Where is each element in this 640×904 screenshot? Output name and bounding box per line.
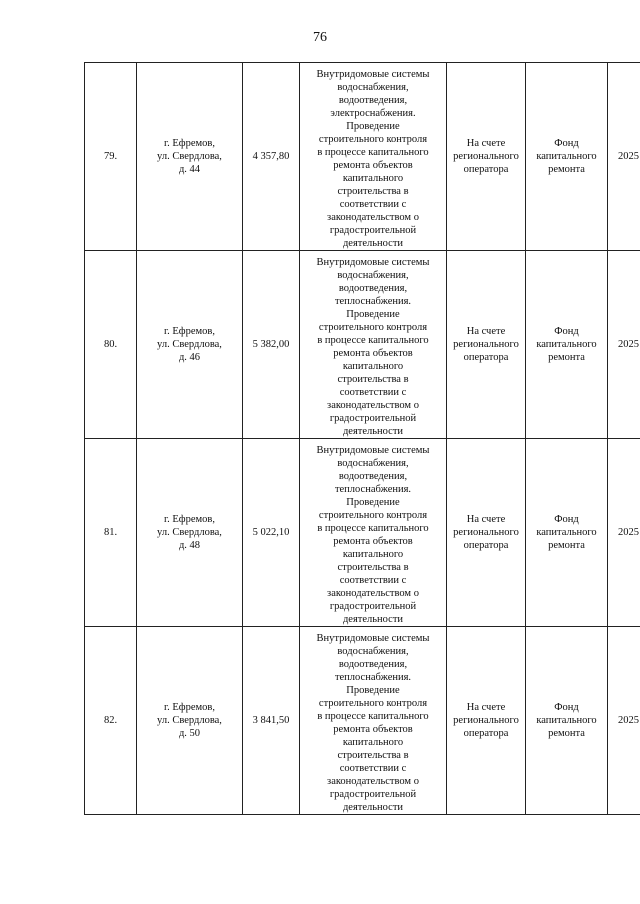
address-cell-line: д. 48 bbox=[178, 540, 201, 551]
funding-source-cell bbox=[526, 251, 608, 439]
account-method-cell-line: оператора bbox=[463, 728, 509, 739]
page-number: 76 bbox=[313, 30, 327, 45]
work-description-cell-line: Внутридомовые системы bbox=[316, 633, 430, 644]
address-cell-line: д. 46 bbox=[178, 352, 201, 363]
work-description-cell-line: Проведение bbox=[346, 497, 400, 508]
address-cell-line: д. 44 bbox=[178, 164, 201, 175]
work-description-cell-line: соответствии с bbox=[339, 199, 407, 210]
work-description-cell-line: градостроительной bbox=[329, 789, 417, 800]
work-description-cell bbox=[300, 63, 447, 251]
work-description-cell-line: капитального bbox=[342, 361, 404, 372]
work-description-cell-line: водоснабжения, bbox=[337, 270, 409, 281]
year-cell: 2025 bbox=[608, 251, 640, 439]
work-description-cell-line: градостроительной bbox=[329, 225, 417, 236]
funding-source-cell bbox=[526, 627, 608, 815]
account-method-cell-line: оператора bbox=[463, 164, 509, 175]
funding-source-cell-line: ремонта bbox=[548, 164, 585, 175]
address-cell-line: ул. Свердлова, bbox=[157, 715, 222, 726]
funding-source-cell-line: ремонта bbox=[548, 540, 585, 551]
work-description-cell-line: деятельности bbox=[342, 238, 404, 249]
funding-source-cell-line: Фонд bbox=[554, 702, 579, 713]
work-description-cell-line: градостроительной bbox=[329, 413, 417, 424]
funding-source-cell-line: капитального bbox=[536, 527, 597, 538]
work-description-cell-line: строительного контроля bbox=[318, 510, 428, 521]
work-description-cell-line: Проведение bbox=[346, 309, 400, 320]
funding-source-cell-line: капитального bbox=[536, 715, 597, 726]
work-description-cell-line: соответствии с bbox=[339, 575, 407, 586]
work-description-cell bbox=[300, 439, 447, 627]
works-table-body bbox=[85, 63, 640, 815]
year-cell: 2025 bbox=[608, 63, 640, 251]
work-description-cell-line: ремонта объектов bbox=[333, 160, 413, 171]
row-number-cell: 80. bbox=[85, 251, 137, 439]
funding-source-cell-line: капитального bbox=[536, 151, 597, 162]
work-description-cell-line: соответствии с bbox=[339, 387, 407, 398]
account-method-cell-line: регионального bbox=[453, 339, 519, 350]
funding-source-cell-line: Фонд bbox=[554, 326, 579, 337]
work-description-cell bbox=[300, 251, 447, 439]
row-number-cell: 79. bbox=[85, 63, 137, 251]
funding-source-cell-line: капитального bbox=[536, 339, 597, 350]
address-cell bbox=[137, 251, 243, 439]
address-cell-line: ул. Свердлова, bbox=[157, 151, 222, 162]
table-row bbox=[85, 63, 640, 251]
work-description-cell-line: Внутридомовые системы bbox=[316, 69, 430, 80]
work-description-cell-line: соответствии с bbox=[339, 763, 407, 774]
table-row bbox=[85, 251, 640, 439]
funding-source-cell-line: Фонд bbox=[554, 138, 579, 149]
account-method-cell-line: регионального bbox=[453, 715, 519, 726]
work-description-cell-line: градостроительной bbox=[329, 601, 417, 612]
work-description-cell-line: водоснабжения, bbox=[337, 646, 409, 657]
work-description-cell-line: законодательством о bbox=[327, 212, 419, 223]
work-description-cell-line: водоотведения, bbox=[338, 471, 408, 482]
work-description-cell-line: водоотведения, bbox=[338, 283, 408, 294]
account-method-cell bbox=[447, 439, 526, 627]
funding-source-cell bbox=[526, 63, 608, 251]
account-method-cell bbox=[447, 251, 526, 439]
work-description-cell-line: в процессе капитального bbox=[317, 147, 429, 158]
address-cell-line: д. 50 bbox=[178, 728, 201, 739]
work-description-cell-line: Внутридомовые системы bbox=[316, 257, 430, 268]
work-description-cell-line: Проведение bbox=[346, 685, 400, 696]
address-cell-line: ул. Свердлова, bbox=[157, 339, 222, 350]
work-description-cell-line: в процессе капитального bbox=[317, 523, 429, 534]
account-method-cell-line: На счете bbox=[466, 326, 506, 337]
work-description-cell-line: электроснабжения. bbox=[330, 108, 416, 119]
work-description-cell-line: строительного контроля bbox=[318, 322, 428, 333]
table-row bbox=[85, 439, 640, 627]
work-description-cell-line: ремонта объектов bbox=[333, 724, 413, 735]
account-method-cell bbox=[447, 627, 526, 815]
funding-source-cell-line: ремонта bbox=[548, 352, 585, 363]
work-description-cell-line: строительства в bbox=[337, 750, 409, 761]
area-cell: 3 841,50 bbox=[243, 627, 300, 815]
work-description-cell-line: водоснабжения, bbox=[337, 82, 409, 93]
area-cell: 5 382,00 bbox=[243, 251, 300, 439]
address-cell bbox=[137, 439, 243, 627]
work-description-cell-line: в процессе капитального bbox=[317, 335, 429, 346]
account-method-cell-line: На счете bbox=[466, 514, 506, 525]
account-method-cell-line: На счете bbox=[466, 138, 506, 149]
work-description-cell-line: строительного контроля bbox=[318, 698, 428, 709]
funding-source-cell-line: Фонд bbox=[554, 514, 579, 525]
table-row bbox=[85, 627, 640, 815]
row-number-cell: 81. bbox=[85, 439, 137, 627]
work-description-cell-line: водоснабжения, bbox=[337, 458, 409, 469]
work-description-cell-line: капитального bbox=[342, 737, 404, 748]
account-method-cell-line: регионального bbox=[453, 151, 519, 162]
year-cell: 2025 bbox=[608, 627, 640, 815]
area-cell: 5 022,10 bbox=[243, 439, 300, 627]
work-description-cell-line: Проведение bbox=[346, 121, 400, 132]
work-description-cell-line: деятельности bbox=[342, 426, 404, 437]
work-description-cell-line: водоотведения, bbox=[338, 95, 408, 106]
work-description-cell-line: строительства в bbox=[337, 186, 409, 197]
row-number-cell: 82. bbox=[85, 627, 137, 815]
address-cell-line: ул. Свердлова, bbox=[157, 527, 222, 538]
area-cell: 4 357,80 bbox=[243, 63, 300, 251]
account-method-cell-line: На счете bbox=[466, 702, 506, 713]
account-method-cell bbox=[447, 63, 526, 251]
work-description-cell-line: деятельности bbox=[342, 614, 404, 625]
work-description-cell-line: законодательством о bbox=[327, 400, 419, 411]
account-method-cell-line: оператора bbox=[463, 540, 509, 551]
funding-source-cell bbox=[526, 439, 608, 627]
work-description-cell-line: строительства в bbox=[337, 374, 409, 385]
address-cell bbox=[137, 627, 243, 815]
works-table bbox=[84, 62, 640, 815]
work-description-cell-line: теплоснабжения. bbox=[334, 672, 412, 683]
work-description-cell-line: в процессе капитального bbox=[317, 711, 429, 722]
address-cell-line: г. Ефремов, bbox=[164, 326, 215, 337]
work-description-cell-line: строительного контроля bbox=[318, 134, 428, 145]
work-description-cell-line: теплоснабжения. bbox=[334, 484, 412, 495]
work-description-cell-line: строительства в bbox=[337, 562, 409, 573]
work-description-cell-line: Внутридомовые системы bbox=[316, 445, 430, 456]
work-description-cell-line: ремонта объектов bbox=[333, 536, 413, 547]
work-description-cell-line: капитального bbox=[342, 173, 404, 184]
work-description-cell-line: деятельности bbox=[342, 802, 404, 813]
work-description-cell bbox=[300, 627, 447, 815]
work-description-cell-line: ремонта объектов bbox=[333, 348, 413, 359]
address-cell-line: г. Ефремов, bbox=[164, 702, 215, 713]
year-cell: 2025 bbox=[608, 439, 640, 627]
work-description-cell-line: теплоснабжения. bbox=[334, 296, 412, 307]
work-description-cell-line: законодательством о bbox=[327, 588, 419, 599]
account-method-cell-line: оператора bbox=[463, 352, 509, 363]
funding-source-cell-line: ремонта bbox=[548, 728, 585, 739]
address-cell-line: г. Ефремов, bbox=[164, 138, 215, 149]
work-description-cell-line: водоотведения, bbox=[338, 659, 408, 670]
work-description-cell-line: законодательством о bbox=[327, 776, 419, 787]
address-cell bbox=[137, 63, 243, 251]
work-description-cell-line: капитального bbox=[342, 549, 404, 560]
address-cell-line: г. Ефремов, bbox=[164, 514, 215, 525]
account-method-cell-line: регионального bbox=[453, 527, 519, 538]
